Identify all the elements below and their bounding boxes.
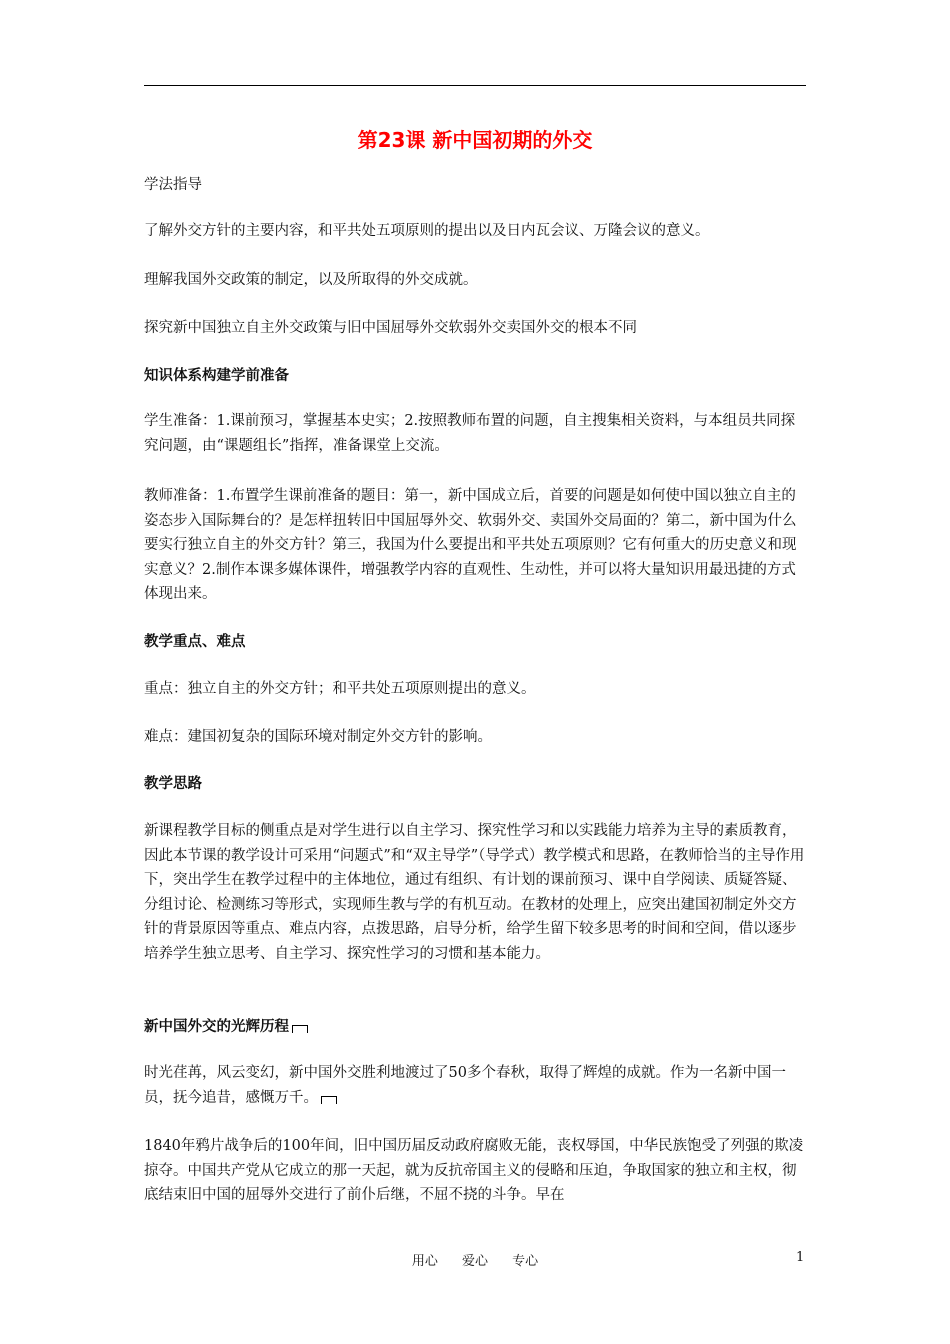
guide-item-2: 理解我国外交政策的制定，以及所取得的外交成就。	[144, 272, 478, 288]
key-point: 重点：独立自主的外交方针；和平共处五项原则提出的意义。	[144, 681, 536, 697]
history-paragraph: 1840年鸦片战争后的100年间，旧中国历届反动政府腐败无能，丧权辱国，中华民族饱受了列强的欺凌掠夺。中国共产党从它成立的那一天起，就为反抗帝国主义的侵略和压迫，争取国家的独立和主权，彻底结束旧中国的屈辱外交进行了前仆后继，不屈不挠的斗争。早在	[144, 1138, 804, 1203]
history-heading: 新中国外交的光辉历程	[144, 1019, 289, 1035]
guide-item-1: 了解外交方针的主要内容，和平共处五项原则的提出以及日内瓦会议、万隆会议的意义。	[144, 223, 710, 239]
study-guide-heading: 学法指导	[144, 177, 202, 193]
footer-left: 用心	[411, 1254, 438, 1269]
footer-right: 专心	[512, 1254, 539, 1269]
page-footer	[0, 1250, 950, 1269]
prep-heading: 知识体系构建学前准备	[144, 368, 289, 384]
page-title: 第23课 新中国初期的外交	[357, 128, 593, 152]
bracket-mark-icon	[292, 1025, 308, 1033]
history-intro-text: 时光荏苒，风云变幻，新中国外交胜利地渡过了50多个春秋，取得了辉煌的成就。作为一名新中国一员，抚今追昔，感慨万千。	[144, 1065, 786, 1106]
bracket-mark-icon	[321, 1096, 337, 1104]
footer-middle: 爱心	[461, 1254, 488, 1269]
approach-paragraph: 新课程教学目标的侧重点是对学生进行以自主学习、探究性学习和以实践能力培养为主导的素质教育，因此本节课的教学设计可采用“问题式”和“双主导学”（导学式）教学模式和思路，在教师恰当的主导作用下，突出学生在教学过程中的主体地位，通过有组织、有计划的课前预习、课中自学阅读、质疑答疑、分组讨论、检测练习等形式，实现师生教与学的有机互动。在教材的处理上，应突出建国初制定外交方针的背景原因等重点、难点内容，点拨思路，启导分析，给学生留下较多思考的时间和空间，借以逐步培养学生独立思考、自主学习、探究性学习的习惯和基本能力。	[144, 823, 805, 962]
guide-item-3: 探究新中国独立自主外交政策与旧中国屈辱外交软弱外交卖国外交的根本不同	[144, 320, 637, 336]
teacher-prep-paragraph: 教师准备：1.布置学生课前准备的题目：第一，新中国成立后，首要的问题是如何使中国以独立自主的姿态步入国际舞台的？是怎样扭转旧中国屈辱外交、软弱外交、卖国外交局面的？第二，新中国为什么要实行独立自主的外交方针？第三，我国为什么要提出和平共处五项原则？它有何重大的历史意义和现实意义？2.制作本课多媒体课件，增强教学内容的直观性、生动性，并可以将大量知识用最迅捷的方式体现出来。	[144, 488, 797, 602]
header-rule	[144, 85, 806, 86]
student-prep-paragraph: 学生准备：1.课前预习，掌握基本史实；2.按照教师布置的问题，自主搜集相关资料，与本组员共同探究问题，由“课题组长”指挥，准备课堂上交流。	[144, 413, 796, 454]
page-number: 1	[796, 1250, 805, 1265]
difficult-point: 难点：建国初复杂的国际环境对制定外交方针的影响。	[144, 729, 492, 745]
history-heading-line	[144, 1015, 808, 1040]
history-intro-paragraph	[144, 1061, 808, 1110]
key-points-heading: 教学重点、难点	[144, 634, 246, 650]
approach-heading: 教学思路	[144, 776, 202, 792]
